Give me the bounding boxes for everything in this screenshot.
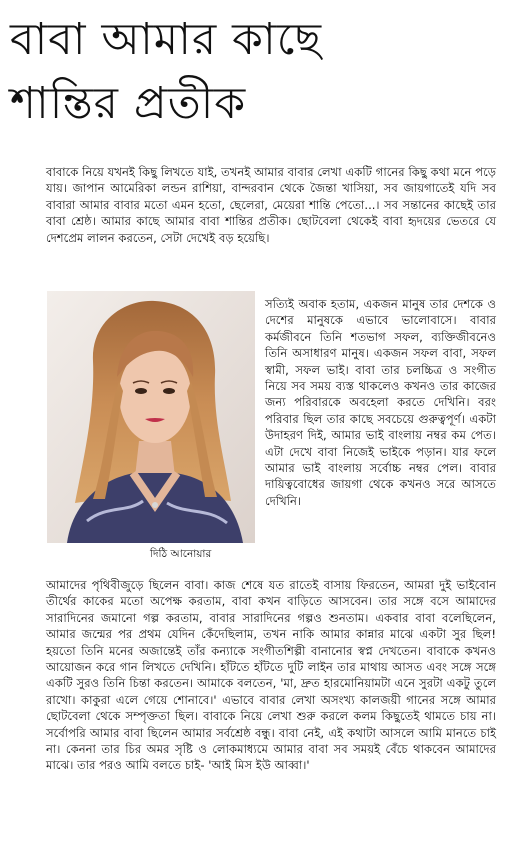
photo-caption: দিঠি আনোয়ার (150, 548, 212, 560)
portrait-photo (47, 291, 255, 543)
intro-paragraph: বাবাকে নিয়ে যখনই কিছু লিখতে যাই, তখনই আমার বাবার লেখা একটি গানের কিছু কথা মনে পড়ে যায়। জাপান আমেরিকা লন্ডন রাশিয়া, বান্দরবান থেকে জৈন্তা খাসিয়া, সব জায়গাতেই যদি সব বাবারা আমার বাবার মতো এমন হতো, ছেলেরা, মেয়েরা শান্তি পেতো...। সব সন্তানের কাছেই তার বাবা শ্রেষ্ঠ। আমার কাছে আমার বাবা শান্তির প্রতীক। ছোটবেলা থেকেই বাবা হৃদয়ের ভেতরে যে দেশপ্রেম লালন করতেন, সেটা দেখেই বড় হয়েছি। (46, 165, 496, 245)
headline-line-2: শান্তির প্রতীক (10, 78, 247, 129)
side-column-paragraph: সত্যিই অবাক হতাম, একজন মানুষ তার দেশকে ও দেশের মানুষকে এভাবে ভালোবাসে। বাবার কর্মজীবনে তিনি শতভাগ সফল, ব্যক্তিজীবনেও তিনি অসাধারণ মানুষ। একজন সফল বাবা, সফল স্বামী, সফল ভাই। বাবা তার চলচ্চিত্র ও সংগীত নিয়ে সব সময় ব্যস্ত থাকলেও কখনও তার কাজের জন্য পরিবারকে অবহেলা করতে দেখিনি। বরং পরিবার ছিল তার কাছে সবচেয়ে গুরুত্বপূর্ণ। একটা উদাহরণ দিই, আমার ভাই বাংলায় নম্বর কম পেত। এটা দেখে বাবা নিজেই ভাইকে পড়ান। যার ফলে আমার ভাই বাংলায় সর্বোচ্চ নম্বর পেল। বাবার দায়িত্ববোধের জায়গা থেকে কখনও সরে আসতে দেখিনি। (265, 297, 496, 508)
closing-paragraph: আমাদের পৃথিবীজুড়ে ছিলেন বাবা। কাজ শেষে যত রাতেই বাসায় ফিরতেন, আমরা দুই ভাইবোন তীর্থের কাকের মতো অপেক্ষ করতাম, বাবা কখন বাড়িতে আসবেন। তার সঙ্গে বসে আমাদের সারাদিনের জমানো গল্প করতাম, বাবার সারাদিনের গল্পও শুনতাম। একবার বাবা বলেছিলেন, আমার জন্মের পর প্রথম যেদিন কেঁদেছিলাম, তখন নাকি আমার কান্নার মাঝে একটা সুর ছিল! হয়তো তিনি মনের অজান্তেই তাঁর কন্যাকে সংগীতশিল্পী বানানোর স্বপ্ন দেখতেন। বাবাকে কখনও আয়োজন করে গান লিখতে দেখিনি। হাঁটতে হাঁটতে দুটি লাইন তার মাথায় আসত এবং সঙ্গে সঙ্গে একটি সুরও তিনি চিন্তা করতেন। আমাকে বলতেন, 'মা, দ্রুত হারমোনিয়ামটা এনে সুরটা একটু তুলে রাখো। কাকুরা এলে গেয়ে শোনাবে।' এভাবে বাবার লেখা অসংখ্য কালজয়ী গানের সঙ্গে আমার ছোটবেলা থেকে সম্পৃক্ততা ছিল। বাবাকে নিয়ে লেখা শুরু করলে কলম কিছুতেই থামতে চায় না। সর্বোপরি আমার বাবা ছিলেন আমার সর্বশ্রেষ্ঠ বন্ধু। বাবা নেই, এই কথাটা আসলে আমি মানতে চাই না। কেননা তার চির অমর সৃষ্টি ও লোকমাধ্যমে আমার বাবা সব সময়ই বেঁচে থাকবেন আমাদের মাঝে। তার পরও আমি বলতে চাই- 'আই মিস ইউ আব্বা।' (46, 578, 496, 773)
headline-line-1: বাবা আমার কাছে (10, 14, 323, 65)
article-headline (10, 8, 500, 136)
